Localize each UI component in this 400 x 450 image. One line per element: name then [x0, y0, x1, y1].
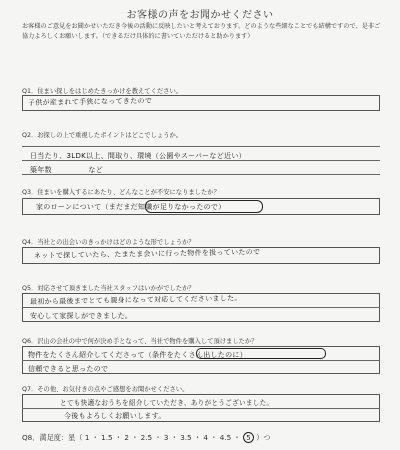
answer-3-bracket: [145, 200, 263, 213]
answer-6-mid-rule: [22, 360, 380, 361]
question-2-label: Q2．お探しの上で重視したポイントはどこでしょうか。: [22, 132, 183, 139]
rating-selected-circle: 5: [243, 432, 254, 443]
rating-suffix: ）つ: [256, 433, 271, 442]
answer-2-top-rule: [22, 146, 380, 147]
answer-4-text: ネットで探していたら、たまたま会いに行った物件を扱っていたので: [33, 248, 261, 260]
answer-5-line-2: 安心して家探しができました。: [30, 312, 133, 320]
answer-6-line-1: 物件をたくさん紹介してくださって（条件をたくさん出したのに）: [28, 351, 247, 359]
answer-1-text: 子供が産まれて手狭になってきたので: [27, 96, 153, 107]
intro-text: お客様のご意見をお聞かせいただき今後の活動に反映したいと考えております。どのような些細なことでも結構ですので、是非ご協力よろしくお願いします。（できるだけ具体的に書いていただけると助かります）: [22, 23, 381, 40]
answer-3-text: 家のローンについて（まだまだ知識が足りなかったので）: [36, 203, 226, 211]
answer-2-line-2: 築年数 など: [30, 166, 103, 174]
answer-7-line-2: 今後もよろしくお願いします。: [64, 412, 166, 420]
answer-6-bracket: [196, 348, 326, 359]
question-4-label: Q4．当社との出会いのきっかけはどのような形でしょうか？: [22, 239, 195, 246]
question-6-label: Q6．沢山の会社の中で何が決め手となって、当社で物件を購入して頂けましたか？: [22, 338, 258, 345]
answer-5-mid-rule: [22, 307, 380, 308]
question-1-label: Q1．住まい探しをはじめたきっかけを教えてください。: [22, 88, 183, 95]
answer-6-line-2: 信頼できると思ったので: [28, 365, 109, 373]
page-title: お客様の声をお聞かせください: [126, 10, 274, 21]
answer-2-line-1: 日当たり、3LDK以上、間取り、環境（公園やスーパーなど近い）: [30, 152, 246, 160]
question-3-label: Q3．住まいを購入するにあたり、どんなことが不安になりましたか？: [22, 189, 220, 196]
answer-7-line-1: とても快適なおうちを紹介していただき、ありがとうございました。: [60, 399, 274, 407]
question-7-label: Q7．その他、お気付きの点やご感想をお聞かせください。: [22, 386, 189, 393]
question-5-label: Q5．対応させて頂きました当社スタッフはいかがでしたか？: [22, 285, 195, 292]
rating-row: [22, 432, 271, 443]
rating-scale-text: Q8．満足度：星（ 1 ・ 1.5 ・ 2 ・ 2.5 ・ 3 ・ 3.5 ・ 4 ・ 4.5 ・: [22, 433, 241, 442]
answer-5-line-1: 最初から最後までとても親身になって対応してくださいました。: [29, 294, 242, 306]
answer-7-mid-rule: [22, 408, 380, 409]
